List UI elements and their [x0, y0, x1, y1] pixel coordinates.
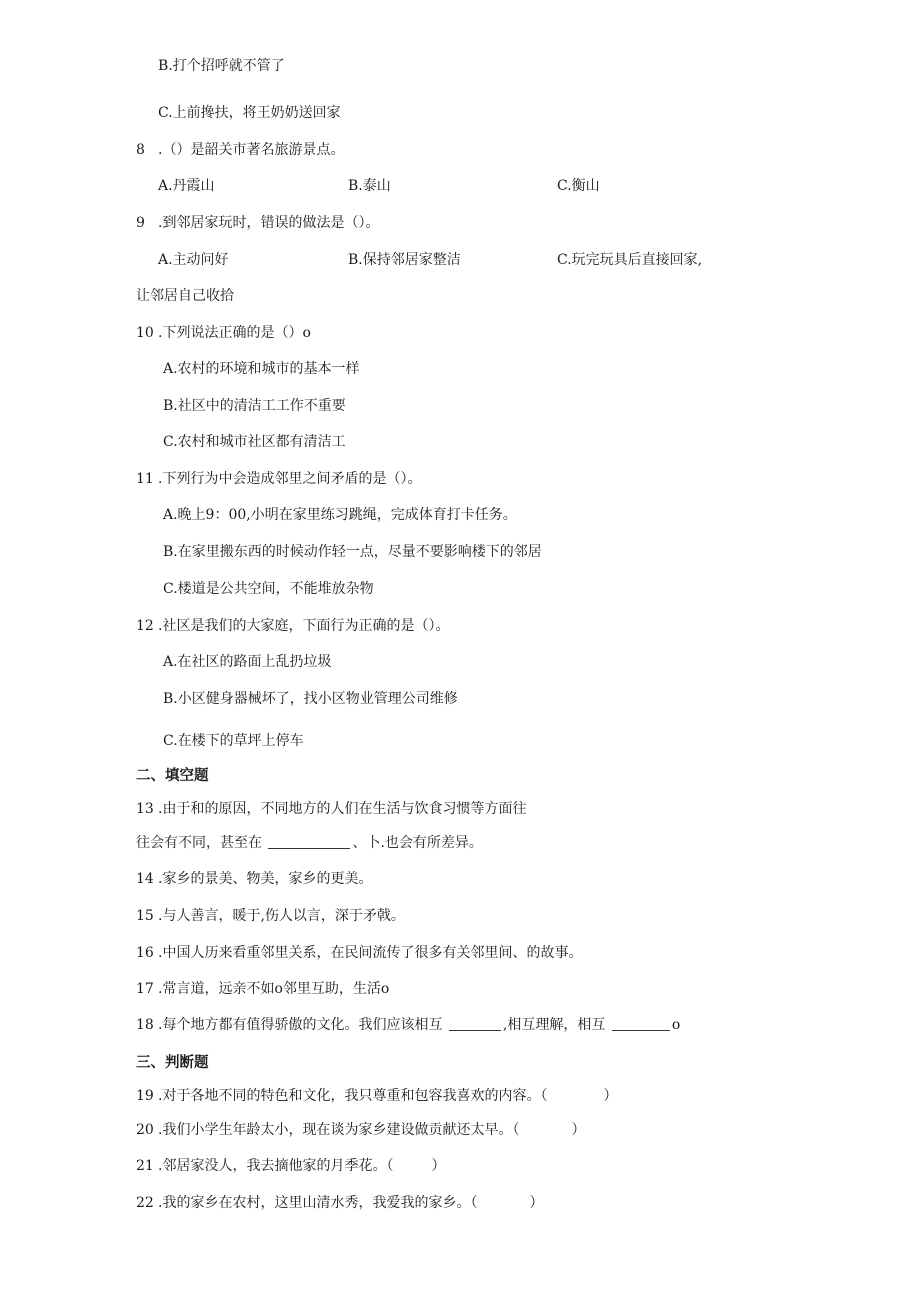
q13-number: 13	[136, 801, 154, 817]
q20-number: 20	[136, 1122, 154, 1138]
q15-stem	[136, 907, 405, 925]
q16-number: 16	[136, 945, 154, 961]
q20-close: ）	[571, 1122, 586, 1138]
q18-number: 18	[136, 1017, 154, 1033]
q15-number: 15	[136, 908, 154, 924]
q19-stem	[136, 1087, 617, 1105]
q9-option-c-continued: 让邻居自己收拾	[136, 288, 234, 304]
q22-number: 22	[136, 1195, 154, 1211]
q11-option-b: B.在家里搬东西的时候动作轻一点，尽量不要影响楼下的邻居	[163, 544, 542, 560]
q16-stem	[136, 944, 582, 962]
q14-stem	[136, 870, 372, 888]
q17-stem	[136, 980, 389, 998]
q18-text-start: .每个地方都有值得骄傲的文化。我们应该相互	[158, 1017, 443, 1033]
q9-option-c: C.玩完玩具后直接回家,	[557, 252, 703, 268]
q10-text: .下列说法正确的是（）o	[158, 325, 311, 341]
q7-option-b: B.打个招呼就不管了	[158, 58, 285, 74]
q15-text: .与人善言，暖于,伤人以言，深于矛戟。	[158, 908, 405, 924]
section-heading-fill-blank: 二、填空题	[136, 768, 209, 784]
q11-option-a: A.晚上9：00,小明在家里练习跳绳，完成体育打卡任务。	[163, 507, 517, 523]
q12-option-a: A.在社区的路面上乱扔垃圾	[163, 654, 332, 670]
section-heading-true-false: 三、判断题	[136, 1055, 209, 1071]
q21-text: .邻居家没人，我去摘他家的月季花。（	[158, 1158, 394, 1174]
q8-number: 8	[136, 142, 145, 158]
q9-option-b: B.保持邻居家整洁	[348, 252, 461, 268]
q21-stem	[136, 1157, 445, 1175]
q12-stem	[136, 617, 449, 635]
q8-option-a: A.丹霞山	[158, 178, 215, 194]
q11-number: 11	[136, 471, 154, 487]
q11-option-c: C.楼道是公共空间，不能堆放杂物	[163, 581, 374, 597]
q12-text: .社区是我们的大家庭，下面行为正确的是（）。	[158, 618, 450, 634]
q14-text: .家乡的景美、物美，家乡的更美。	[158, 871, 373, 887]
q13-line2-start: 往会有不同，甚至在	[136, 835, 262, 851]
q9-option-a: A.主动问好	[158, 252, 229, 268]
q8-option-b: B.泰山	[348, 178, 391, 194]
q13-stem	[136, 800, 526, 818]
q19-number: 19	[136, 1088, 154, 1104]
q12-number: 12	[136, 618, 154, 634]
answer-blank[interactable]	[268, 835, 350, 849]
q7-option-c: C.上前搀扶，将王奶奶送回家	[158, 105, 341, 121]
q10-number: 10	[136, 325, 154, 341]
q21-number: 21	[136, 1158, 154, 1174]
q19-close: ）	[603, 1088, 618, 1104]
q17-number: 17	[136, 981, 154, 997]
answer-blank[interactable]	[612, 1017, 670, 1031]
q19-text: .对于各地不同的特色和文化，我只尊重和包容我喜欢的内容。（	[158, 1088, 548, 1104]
q18-text-end: o	[671, 1017, 681, 1033]
q9-text: .到邻居家玩时，错误的做法是（）。	[158, 215, 380, 231]
q13-line2	[136, 834, 483, 852]
q13-line2-end: 、卜.也会有所差异。	[352, 835, 483, 851]
q12-option-c: C.在楼下的草坪上停车	[163, 733, 304, 749]
q10-stem	[136, 324, 311, 342]
q18-text-middle: ,相互理解，相互	[502, 1017, 606, 1033]
q10-option-c: C.农村和城市社区都有清洁工	[163, 434, 346, 450]
q11-stem	[136, 470, 421, 488]
q16-text: .中国人历来看重邻里关系，在民间流传了很多有关邻里间、的故事。	[158, 945, 583, 961]
q20-stem	[136, 1121, 585, 1139]
q11-text: .下列行为中会造成邻里之间矛盾的是（）。	[158, 471, 422, 487]
q10-option-a: A.农村的环境和城市的基本一样	[163, 361, 360, 377]
q22-stem	[136, 1194, 543, 1212]
q12-option-b: B.小区健身器械坏了，找小区物业管理公司维修	[163, 691, 458, 707]
q17-text: .常言道，远亲不如o邻里互助，生活o	[158, 981, 390, 997]
q13-text: .由于和的原因，不同地方的人们在生活与饮食习惯等方面往	[158, 801, 527, 817]
q18-stem	[136, 1016, 680, 1034]
answer-blank[interactable]	[449, 1017, 501, 1031]
q22-close: ）	[529, 1195, 544, 1211]
q8-option-c: C.衡山	[557, 178, 600, 194]
q20-text: .我们小学生年龄太小，现在谈为家乡建设做贡献还太早。（	[158, 1122, 520, 1138]
q8-stem	[136, 141, 344, 159]
q8-text: .（）是韶关市著名旅游景点。	[158, 142, 345, 158]
q22-text: .我的家乡在农村，这里山清水秀，我爱我的家乡。（	[158, 1195, 478, 1211]
q14-number: 14	[136, 871, 154, 887]
q21-close: ）	[431, 1158, 446, 1174]
q9-stem	[136, 214, 379, 232]
q9-number: 9	[136, 215, 145, 231]
q10-option-b: B.社区中的清洁工工作不重要	[163, 398, 346, 414]
